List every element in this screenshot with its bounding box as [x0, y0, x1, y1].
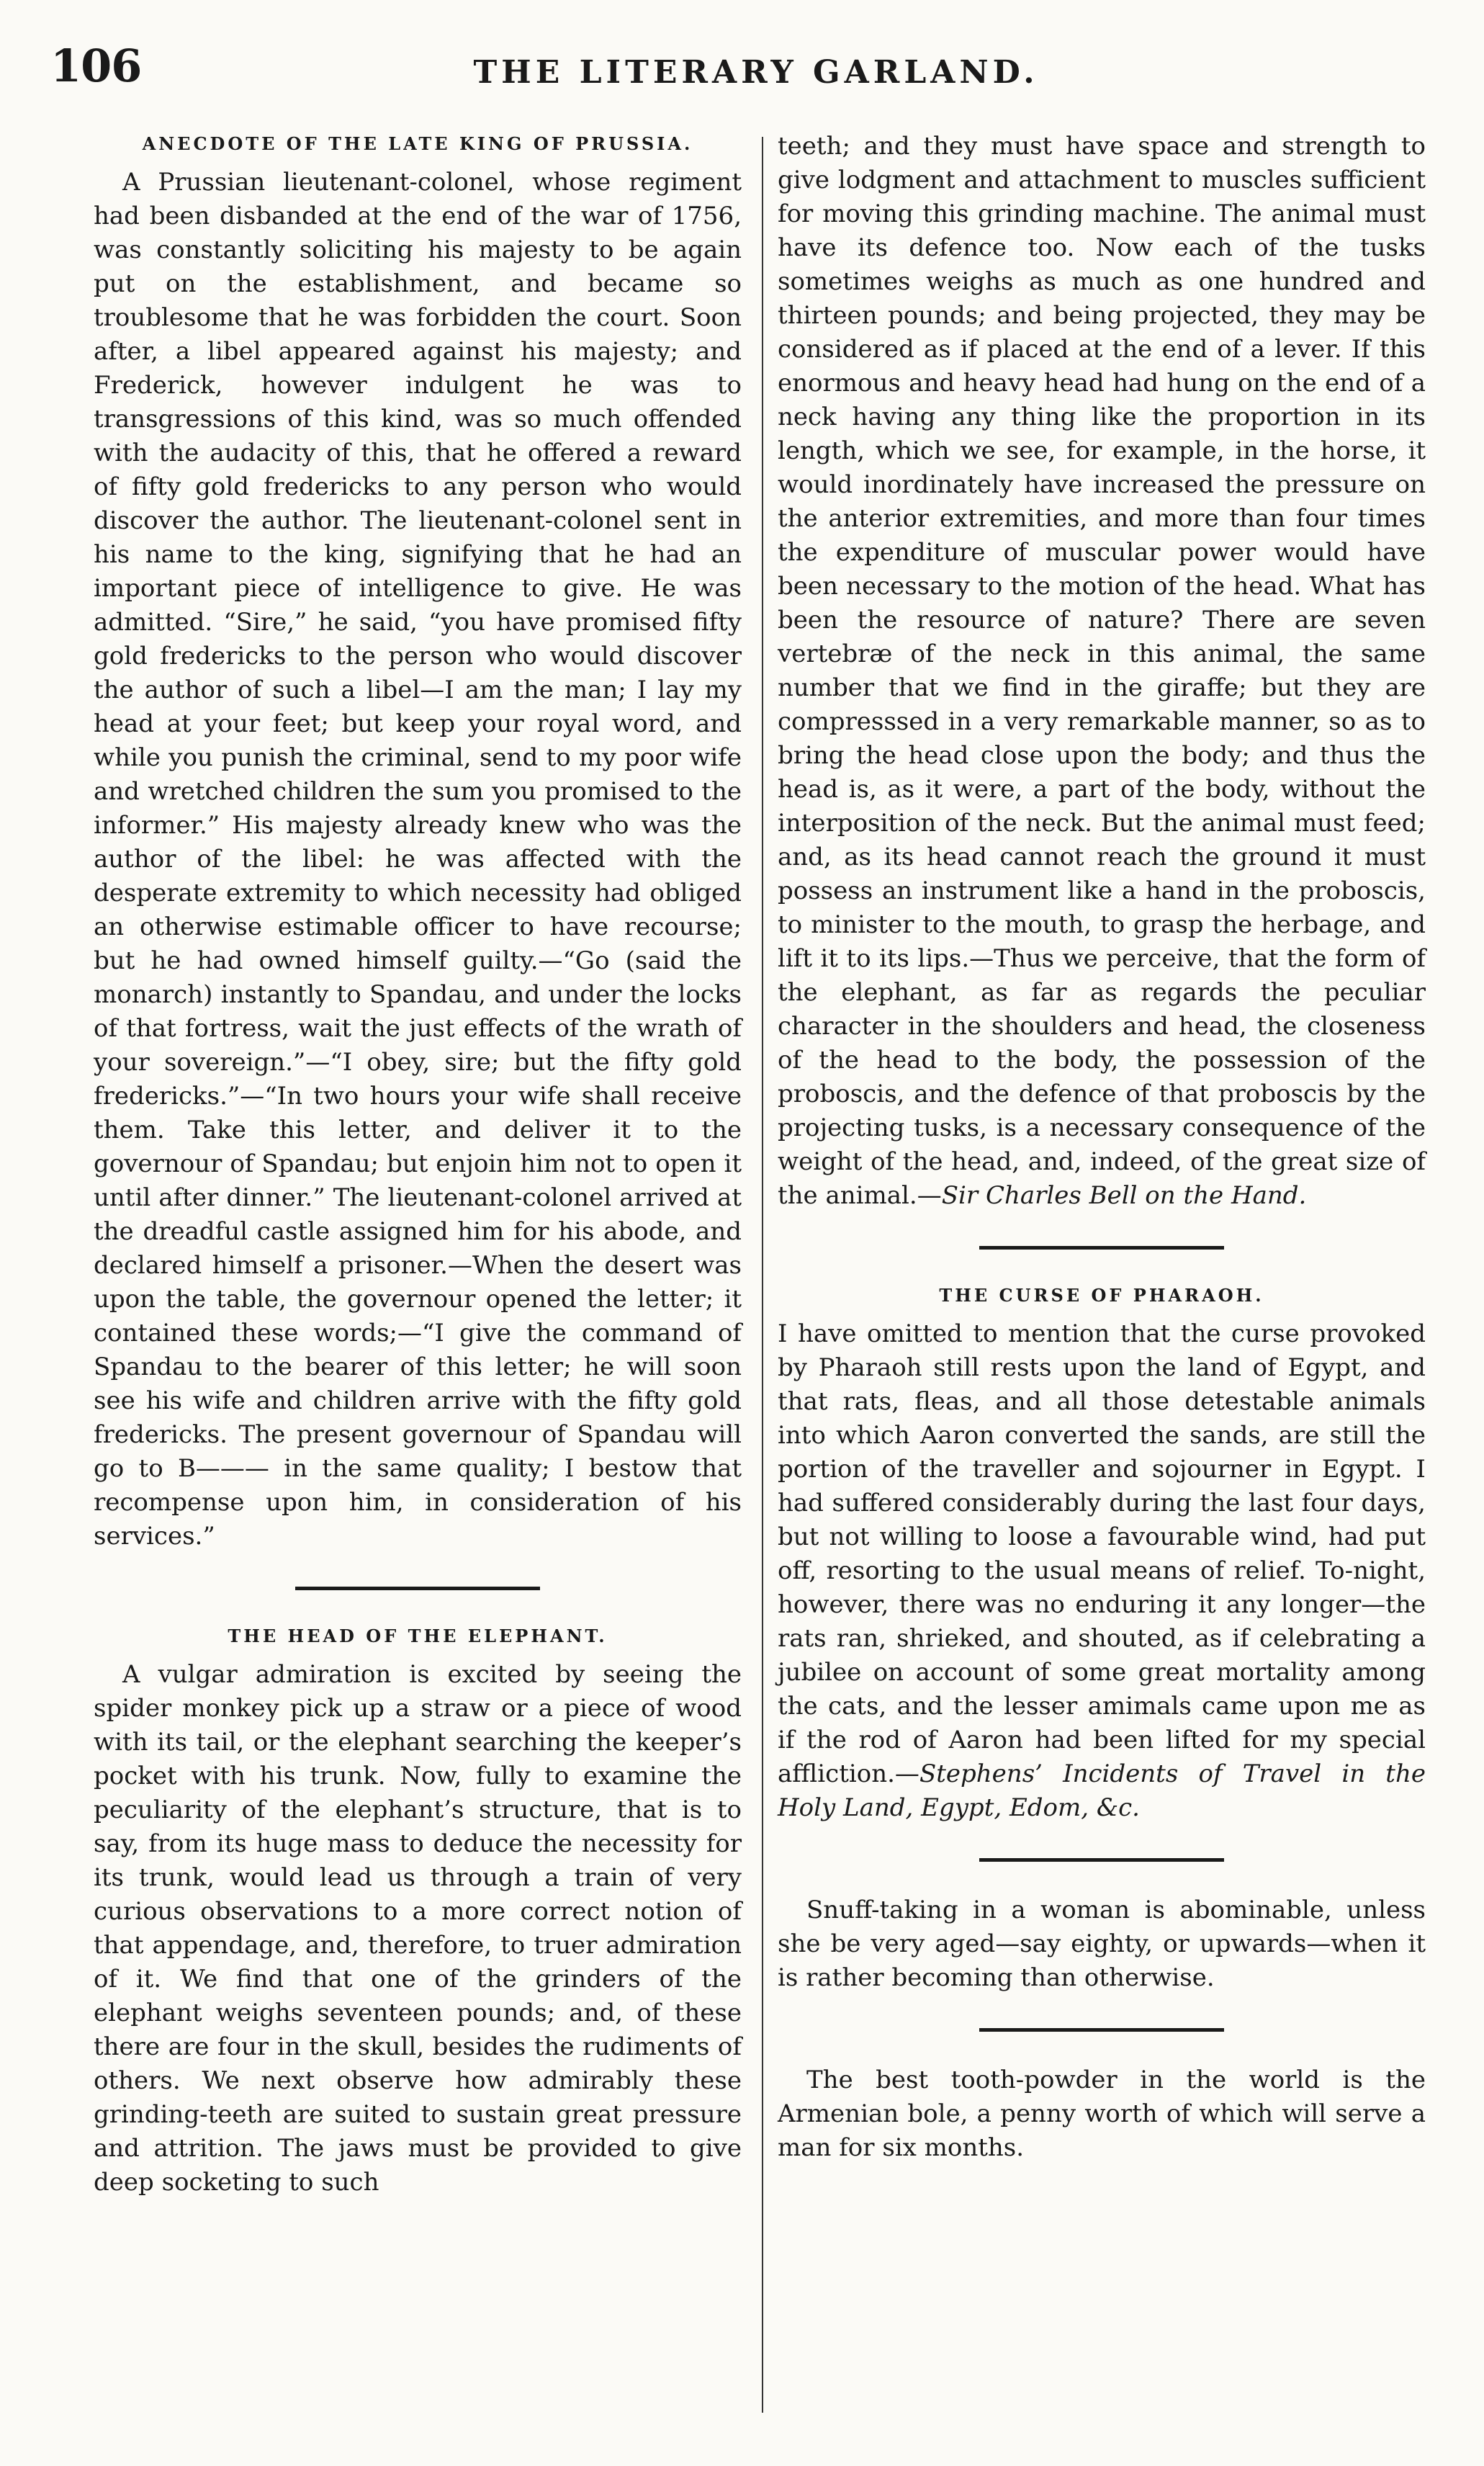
elephant-source: Sir Charles Bell on the Hand.: [941, 1181, 1307, 1210]
section-rule: [295, 1587, 540, 1590]
page-header: [50, 40, 1462, 104]
pharaoh-source: Stephens’ Incidents of Travel in the Holy Land, Egypt, Edom, &c.: [778, 1759, 1426, 1822]
section-rule: [979, 1858, 1224, 1862]
right-column: [778, 130, 1426, 2165]
section-rule: [979, 1246, 1224, 1250]
article-text-elephant-continued: [778, 130, 1426, 1213]
left-column: [94, 130, 742, 2200]
article-title-elephant: THE HEAD OF THE ELEPHANT.: [228, 1626, 608, 1646]
note-snuff: Snuff-taking in a woman is abominable, unless she be very aged—say eighty, or upwards—when it is rather becoming than otherwise.: [778, 1896, 1426, 1992]
running-title: THE LITERARY GARLAND.: [473, 54, 1039, 91]
page-number: 106: [50, 40, 142, 92]
article-text-pharaoh: [778, 1317, 1426, 1825]
article-title-pharaoh: THE CURSE OF PHARAOH.: [939, 1285, 1264, 1306]
article-title-prussia: ANECDOTE OF THE LATE KING OF PRUSSIA.: [142, 133, 693, 154]
section-rule: [979, 2028, 1224, 2032]
article-text-elephant: A vulgar admiration is excited by seeing the spider monkey pick up a straw or a piece of wood with its tail, or the elephant searching the keeper’s pocket with his trunk. Now, fully to examine the peculiarity of the elephant’s structure, that is to say, from its huge mass to deduce the necessity for its trunk, would lead us through a train of very curious observations to a more correct notion of that appendage, and, therefore, to truer admiration of it. We find that one of the grinders of the elephant weighs seventeen pounds; and, of these there are four in the skull, besides the rudiments of others. We next observe how admirably these grinding-teeth are suited to sustain great pressure and attrition. The jaws must be provided to give deep socketing to such: [94, 1660, 742, 2197]
note-tooth-powder: The best tooth-powder in the world is the Armenian bole, a penny worth of which will serve a man for six months.: [778, 2066, 1426, 2162]
article-text-prussia: A Prussian lieutenant-colonel, whose regiment had been disbanded at the end of the war of 1756, was constantly soliciting his majesty to be again put on the establishment, and became so troublesome that he was forbidden the court. Soon after, a libel appeared against his majesty; and Frederick, however indulgent he was to transgressions of this kind, was so much offended with the audacity of this, that he offered a reward of fifty gold fredericks to any person who would discover the author. The lieutenant-colonel sent in his name to the king, signifying that he had an important piece of intelligence to give. He was admitted. “Sire,” he said, “you have promised fifty gold fredericks to the person who would discover the author of such a libel—I am the man; I lay my head at your feet; but keep your royal word, and while you punish the criminal, send to my poor wife and wretched children the sum you promised to the informer.” His majesty already knew who was the author of the libel: he was affected with the desperate extremity to which necessity had obliged an otherwise estimable officer to have recourse; but he had owned himself guilty.—“Go (said the monarch) instantly to Spandau, and under the locks of that fortress, wait the just effects of the wrath of your sovereign.”—“I obey, sire; but the fifty gold fredericks.”—“In two hours your wife shall receive them. Take this letter, and deliver it to the governour of Spandau; but enjoin him not to open it until after dinner.” The lieutenant-colonel arrived at the dreadful castle assigned him for his abode, and declared himself a prisoner.—When the desert was upon the table, the governour opened the letter; it contained these words;—“I give the command of Spandau to the bearer of this letter; he will soon see his wife and children arrive with the fifty gold fredericks. The present governour of Spandau will go to B——— in the same quality; I bestow that recompense upon him, in consideration of his services.”: [94, 168, 742, 1551]
column-divider: [762, 137, 763, 2413]
pharaoh-text: I have omitted to mention that the curse provoked by Pharaoh still rests upon the land of Egypt, and that rats, fleas, and all those detestable animals into which Aaron converted the sands, are still the portion of the traveller and sojourner in Egypt. I had suffered considerably during the last four days, but not willing to loose a favourable wind, had put off, resorting to the usual means of relief. To-night, however, there was no enduring it any longer—the rats ran, shrieked, and shouted, as if celebrating a jubilee on account of some great mortality among the cats, and the lesser amimals came upon me as if the rod of Aaron had been lifted for my special affliction.—: [778, 1319, 1426, 1788]
elephant-continued-text: teeth; and they must have space and strength to give lodgment and attachment to muscles sufficient for moving this grinding machine. The animal must have its defence too. Now each of the tusks sometimes weighs as much as one hundred and thirteen pounds; and being projected, they may be considered as if placed at the end of a lever. If this enormous and heavy head had hung on the end of a neck having any thing like the proportion in its length, which we see, for example, in the horse, it would inordinately have increased the pressure on the anterior extremities, and more than four times the expenditure of muscular power would have been necessary to the motion of the head. What has been the resource of nature? There are seven vertebræ of the neck in this animal, the same number that we find in the giraffe; but they are compresssed in a very remarkable manner, so as to bring the head close upon the body; and thus the head is, as it were, a part of the body, without the interposition of the neck. But the animal must feed; and, as its head cannot reach the ground it must possess an instrument like a hand in the proboscis, to minister to the mouth, to grasp the herbage, and lift it to its lips.—Thus we perceive, that the form of the elephant, as far as regards the peculiar character in the shoulders and head, the closeness of the head to the body, the possession of the proboscis, and the defence of that proboscis by the projecting tusks, is a necessary consequence of the weight of the head, and, indeed, of the great size of the animal.—: [778, 132, 1426, 1210]
